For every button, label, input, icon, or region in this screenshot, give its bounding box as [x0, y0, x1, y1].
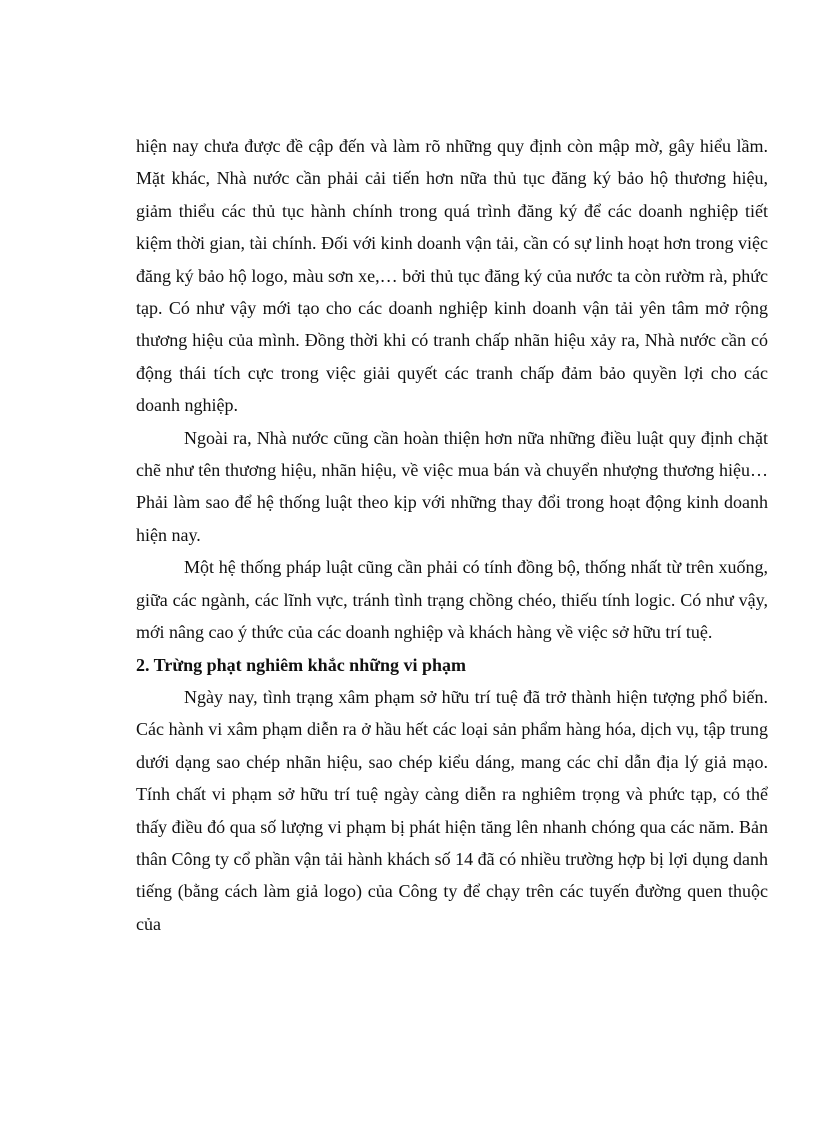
- paragraph-legal-consistency: Một hệ thống pháp luật cũng cần phải có tính đồng bộ, thống nhất từ trên xuống, giữa các ngành, các lĩnh vực, tránh tình trạng chồng chéo, thiếu tính logic. Có như vậy, mới nâng cao ý thức của các doanh nghiệp và khách hàng về việc sở hữu trí tuệ.: [136, 557, 768, 643]
- section-heading: 2. Trừng phạt nghiêm khắc những vi phạm: [136, 654, 467, 675]
- paragraph-legal-refinement: Ngoài ra, Nhà nước cũng cần hoàn thiện hơn nữa những điều luật quy định chặt chẽ như tên thương hiệu, nhãn hiệu, về việc mua bán và chuyển nhượng thương hiệu… Phải làm sao để hệ thống luật theo kịp với những thay đổi trong hoạt động kinh doanh hiện nay.: [136, 427, 768, 545]
- document-page: [136, 130, 768, 940]
- paragraph-continued: hiện nay chưa được đề cập đến và làm rõ những quy định còn mập mờ, gây hiểu lầm. Mặt khác, Nhà nước cần phải cải tiến hơn nữa thủ tục đăng ký bảo hộ thương hiệu, giảm thiểu các thủ tục hành chính trong quá trình đăng ký để các doanh nghiệp tiết kiệm thời gian, tài chính. Đối với kinh doanh vận tải, cần có sự linh hoạt hơn trong việc đăng ký bảo hộ logo, màu sơn xe,… bởi thủ tục đăng ký của nước ta còn rườm rà, phức tạp. Có như vậy mới tạo cho các doanh nghiệp kinh doanh vận tải yên tâm mở rộng thương hiệu của mình. Đồng thời khi có tranh chấp nhãn hiệu xảy ra, Nhà nước cần có động thái tích cực trong việc giải quyết các tranh chấp đảm bảo quyền lợi cho các doanh nghiệp.: [136, 136, 768, 416]
- paragraph-violations: Ngày nay, tình trạng xâm phạm sở hữu trí tuệ đã trở thành hiện tượng phổ biến. Các hành vi xâm phạm diễn ra ở hầu hết các loại sản phẩm hàng hóa, dịch vụ, tập trung dưới dạng sao chép nhãn hiệu, sao chép kiểu dáng, mang các chỉ dẫn địa lý giả mạo. Tính chất vi phạm sở hữu trí tuệ ngày càng diễn ra nghiêm trọng và phức tạp, có thể thấy điều đó qua số lượng vi phạm bị phát hiện tăng lên nhanh chóng qua các năm. Bản thân Công ty cổ phần vận tải hành khách số 14 đã có nhiều trường hợp bị lợi dụng danh tiếng (bằng cách làm giả logo) của Công ty để chạy trên các tuyến đường quen thuộc của: [136, 686, 768, 934]
